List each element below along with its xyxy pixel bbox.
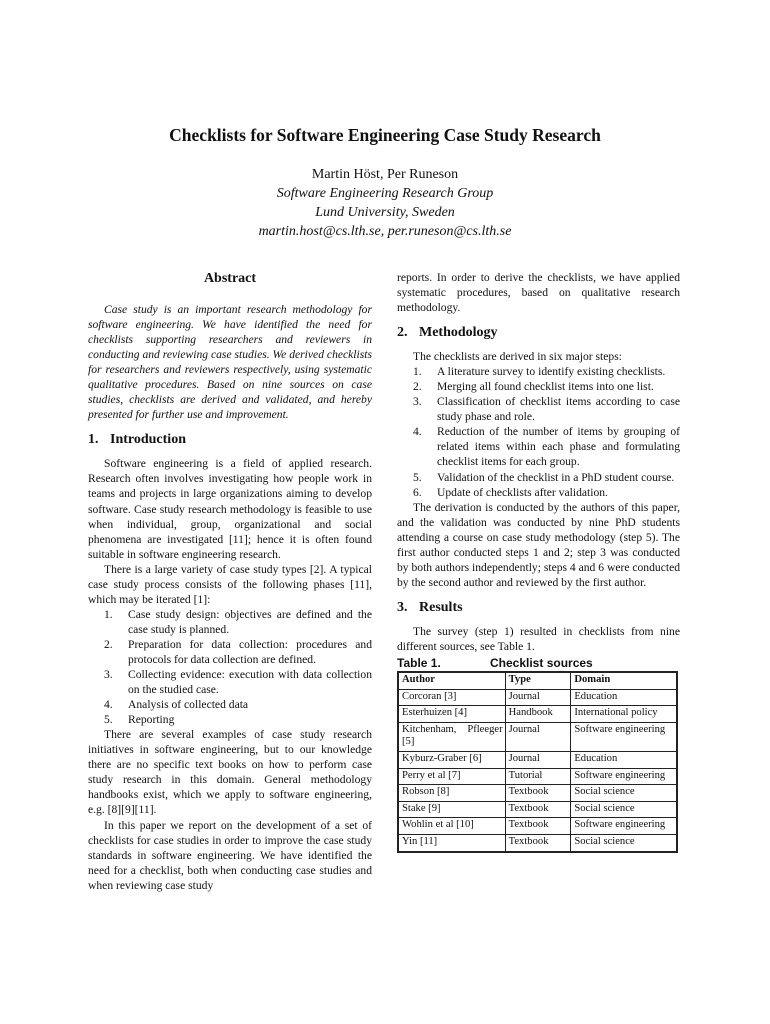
list-item: 3. Collecting evidence: execution with data collection on the studied case.: [104, 668, 372, 697]
paragraph: The survey (step 1) resulted in checklists from nine different sources, see Table 1.: [397, 624, 680, 653]
author-block: [0, 165, 770, 241]
table-cell: Education: [571, 689, 677, 706]
table-cell: Yin [11]: [398, 834, 505, 851]
table-cell: Robson [8]: [398, 785, 505, 802]
table-header-row: [398, 672, 677, 689]
table-cell: Esterhuizen [4]: [398, 706, 505, 723]
section-number: 2.: [397, 325, 408, 341]
table-row: [398, 801, 677, 818]
table-cell: Social science: [571, 834, 677, 851]
list-item: 4. Analysis of collected data: [104, 698, 249, 712]
column-header: Author: [398, 672, 505, 689]
paragraph: reports. In order to derive the checklists, we have applied systematic procedures, based on qualitative research methodology.: [397, 271, 680, 315]
table-cell: Journal: [505, 689, 571, 706]
table-row: [398, 689, 677, 706]
right-column: [397, 270, 680, 853]
table-cell: Corcoran [3]: [398, 689, 505, 706]
list-item: 2. Merging all found checklist items into one list.: [413, 380, 654, 394]
section-title: Results: [419, 599, 463, 615]
section-number: 1.: [88, 432, 99, 448]
table-cell: Social science: [571, 785, 677, 802]
affiliation: Software Engineering Research Group: [276, 186, 494, 201]
section-title: Introduction: [110, 432, 186, 448]
table-label: Table 1.: [397, 655, 441, 670]
table-cell: Textbook: [505, 785, 571, 802]
table-cell: Tutorial: [505, 768, 571, 785]
table-caption: [397, 656, 680, 670]
paragraph: Software engineering is a field of applied research. Research often involves investigating how people work in teams and projects in large organizations aiming to develop software. Case study research methodology is feasible to use when individual, group, organizational and social phenomena are investigated [11]; hence it is often found suitable in software engineering research.: [88, 457, 372, 561]
table-cell: International policy: [571, 706, 677, 723]
phase-list: [88, 607, 372, 727]
table-cell: Perry et al [7]: [398, 768, 505, 785]
paragraph: The derivation is conducted by the authors of this paper, and the validation was conducted by nine PhD students attending a course on case study methodology (step 5). The first author conducted steps 1 and 2; step 3 was conducted by both authors independently; steps 4 and 6 were conducted by the second author and reviewed by the first author.: [397, 500, 681, 589]
table-row: [398, 722, 677, 751]
table-row: [398, 818, 677, 835]
table-cell: Journal: [505, 751, 571, 768]
table-cell: Stake [9]: [398, 801, 505, 818]
section-title: Methodology: [419, 325, 498, 341]
section-heading-introduction: [88, 431, 372, 449]
institution: Lund University, Sweden: [315, 205, 455, 220]
author-emails: martin.host@cs.lth.se, per.runeson@cs.lth.se: [258, 224, 512, 239]
checklist-sources-table: [397, 671, 678, 853]
table-row: [398, 751, 677, 768]
list-item: 5. Reporting: [104, 713, 175, 727]
table-row: [398, 785, 677, 802]
section-number: 3.: [397, 599, 408, 615]
list-item: 4. Reduction of the number of items by grouping of related items within each phase and formulating checklist items for each group.: [413, 425, 680, 469]
list-item: 5. Validation of the checklist in a PhD student course.: [413, 470, 675, 484]
paragraph: The checklists are derived in six major steps:: [413, 350, 622, 364]
abstract-text: Case study is an important research methodology for software engineering. We have identified the need for checklists supporting researchers and reviewers in conducting and reviewing case studies. We derived checklists for researchers and reviewers respectively, using systematic qualitative procedures. Based on nine sources on case studies, checklists are derived and validated, and hereby presented for further use and improvement.: [88, 303, 372, 422]
table-cell: Software engineering: [571, 722, 677, 751]
list-item: 1. Case study design: objectives are defined and the case study is planned.: [104, 607, 372, 636]
table-row: [398, 834, 677, 851]
paper-title: Checklists for Software Engineering Case Study Research: [169, 125, 601, 145]
paragraph: In this paper we report on the development of a set of checklists for case studies in order to improve the case study standards in software engineering. We have identified the need for a checklist, both when conducting case studies and when reviewing case study: [88, 818, 372, 892]
left-column: [88, 270, 372, 893]
table-cell: Kitchenham, Pfleeger [5]: [398, 722, 505, 751]
section-heading-methodology: [397, 324, 680, 342]
table-cell: Software engineering: [571, 768, 677, 785]
list-item: 6. Update of checklists after validation.: [413, 485, 608, 499]
abstract-heading: Abstract: [203, 271, 257, 286]
column-header: Domain: [571, 672, 677, 689]
table-cell: Textbook: [505, 801, 571, 818]
step-list: [397, 364, 680, 499]
table-cell: Education: [571, 751, 677, 768]
list-item: 2. Preparation for data collection: procedures and protocols for data collection are defined.: [104, 637, 372, 666]
table-cell: Handbook: [505, 706, 571, 723]
table-row: [398, 706, 677, 723]
paragraph: There is a large variety of case study types [2]. A typical case study process consists of the following phases [11], which may be iterated [1]:: [88, 562, 372, 606]
table-cell: Kyburz-Graber [6]: [398, 751, 505, 768]
table-cell: Textbook: [505, 818, 571, 835]
table-cell: Software engineering: [571, 818, 677, 835]
table-cell: Wohlin et al [10]: [398, 818, 505, 835]
paragraph: There are several examples of case study research initiatives in software engineering, but to our knowledge there are no specific text books on how to perform case study research in this domain. General methodology handbooks exist, which we apply to software engineering, e.g. [8][9][11].: [88, 728, 372, 817]
table-cell: Social science: [571, 801, 677, 818]
section-heading-results: [397, 599, 680, 617]
column-header: Type: [505, 672, 571, 689]
table-cell: Textbook: [505, 834, 571, 851]
table-row: [398, 768, 677, 785]
table-cell: Journal: [505, 722, 571, 751]
list-item: 1. A literature survey to identify existing checklists.: [413, 365, 666, 379]
table-caption-text: Checklist sources: [490, 655, 593, 670]
author-names: Martin Höst, Per Runeson: [311, 167, 459, 182]
list-item: 3. Classification of checklist items according to case study phase and role.: [413, 395, 680, 424]
